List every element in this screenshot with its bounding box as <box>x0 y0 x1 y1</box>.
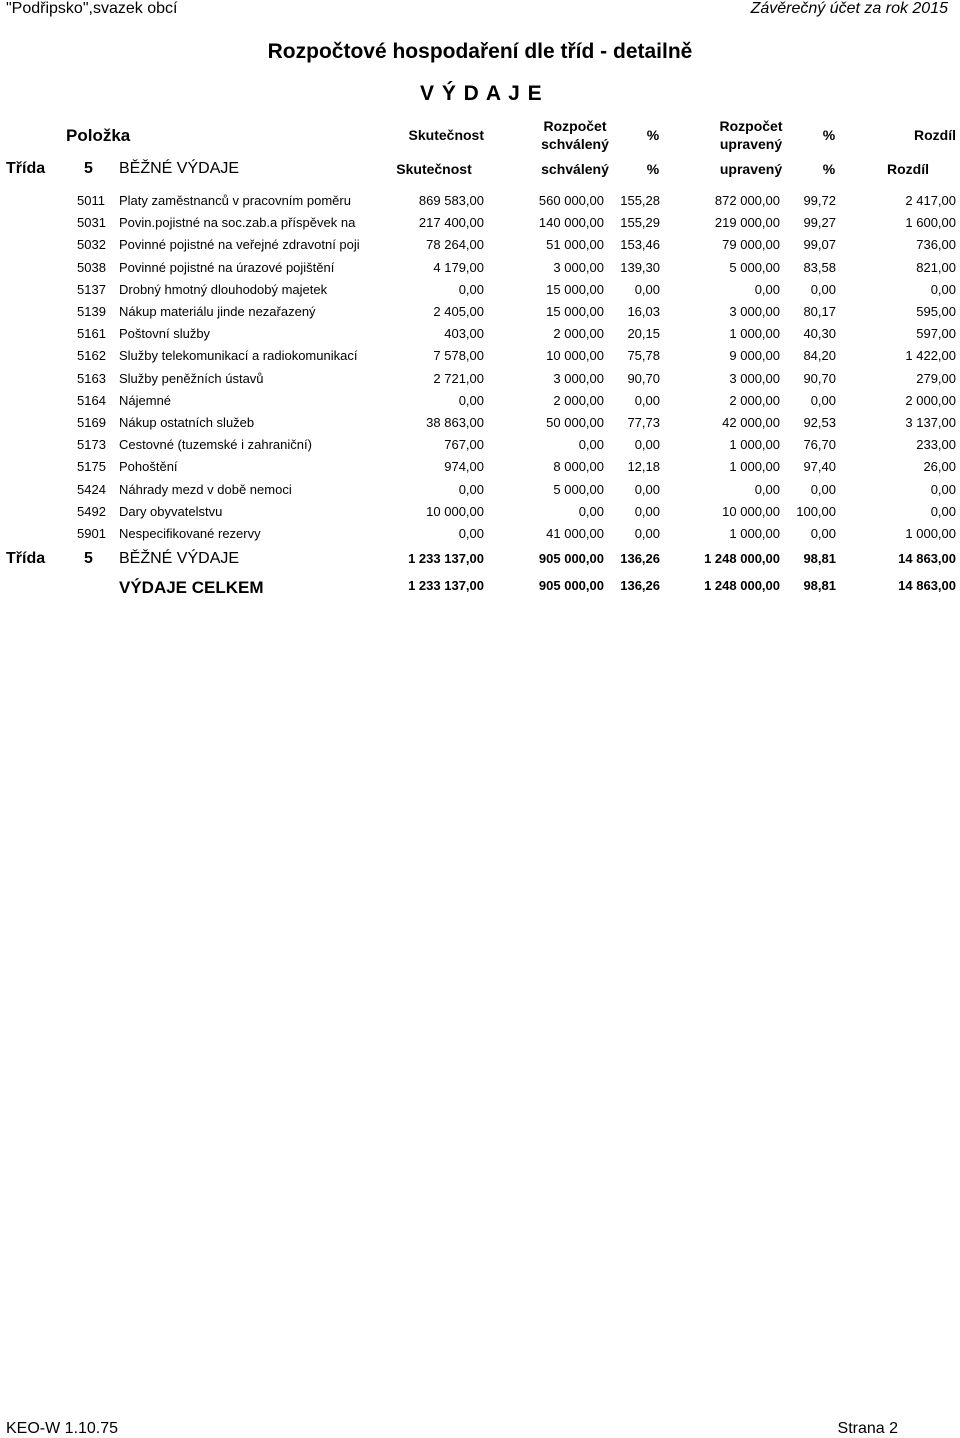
row-pct2: 100,00 <box>796 504 836 519</box>
row-schvaleny: 2 000,00 <box>553 393 604 408</box>
row-code: 5901 <box>77 526 106 541</box>
row-upraveny: 1 000,00 <box>729 437 780 452</box>
row-name: Dary obyvatelstvu <box>119 504 223 519</box>
class-header-skutecnost: Skutečnost <box>396 161 472 177</box>
row-rozdil: 1 000,00 <box>905 526 956 541</box>
column-header-pct2: % <box>822 127 836 143</box>
row-skutecnost: 0,00 <box>458 282 484 297</box>
row-pct2: 90,70 <box>803 371 836 386</box>
page-subtitle: V Ý D A J E <box>420 82 543 105</box>
grand-total-pct2: 98,81 <box>803 578 836 593</box>
row-pct1: 90,70 <box>627 371 660 386</box>
row-pct2: 99,27 <box>803 215 836 230</box>
class-total-label: Třída <box>6 550 46 567</box>
column-header-pct1: % <box>646 127 660 143</box>
row-pct2: 40,30 <box>803 326 836 341</box>
row-name: Nájemné <box>119 393 172 408</box>
row-pct1: 0,00 <box>634 393 660 408</box>
row-upraveny: 1 000,00 <box>729 459 780 474</box>
grand-total-schvaleny: 905 000,00 <box>538 578 604 593</box>
class-header-pct2: % <box>822 161 836 177</box>
row-rozdil: 233,00 <box>916 437 956 452</box>
row-schvaleny: 3 000,00 <box>553 371 604 386</box>
row-schvaleny: 5 000,00 <box>553 482 604 497</box>
row-schvaleny: 41 000,00 <box>546 526 604 541</box>
class-total-number: 5 <box>84 550 93 567</box>
row-skutecnost: 0,00 <box>458 526 484 541</box>
row-name: Nákup materiálu jinde nezařazený <box>119 304 316 319</box>
row-pct1: 155,29 <box>620 215 660 230</box>
row-pct2: 97,40 <box>803 459 836 474</box>
row-rozdil: 3 137,00 <box>905 415 956 430</box>
row-code: 5162 <box>77 348 106 363</box>
column-header-upraveny-line1: Rozpočet <box>719 118 783 134</box>
grand-total-label: VÝDAJE CELKEM <box>119 578 264 597</box>
row-code: 5175 <box>77 459 106 474</box>
row-upraveny: 219 000,00 <box>714 215 780 230</box>
footer-page-number: Strana 2 <box>837 1420 898 1437</box>
row-skutecnost: 2 405,00 <box>433 304 484 319</box>
row-code: 5173 <box>77 437 106 452</box>
row-code: 5169 <box>77 415 106 430</box>
row-pct1: 0,00 <box>634 482 660 497</box>
row-name: Cestovné (tuzemské i zahraniční) <box>119 437 312 452</box>
row-pct2: 83,58 <box>803 260 836 275</box>
row-name: Nákup ostatních služeb <box>119 415 255 430</box>
row-schvaleny: 0,00 <box>578 504 604 519</box>
row-rozdil: 597,00 <box>916 326 956 341</box>
grand-total-upraveny: 1 248 000,00 <box>704 578 780 593</box>
row-code: 5161 <box>77 326 106 341</box>
row-rozdil: 821,00 <box>916 260 956 275</box>
grand-total-skutecnost: 1 233 137,00 <box>408 578 484 593</box>
row-skutecnost: 2 721,00 <box>433 371 484 386</box>
row-rozdil: 0,00 <box>930 504 956 519</box>
organization-name: "Podřipsko",svazek obcí <box>6 0 178 17</box>
row-schvaleny: 140 000,00 <box>538 215 604 230</box>
row-rozdil: 279,00 <box>916 371 956 386</box>
row-name: Služby peněžních ústavů <box>119 371 264 386</box>
class-total-name: BĚŽNÉ VÝDAJE <box>119 550 240 567</box>
row-upraveny: 10 000,00 <box>722 504 780 519</box>
row-name: Služby telekomunikací a radiokomunikací <box>119 348 358 363</box>
class-number: 5 <box>84 160 93 177</box>
row-skutecnost: 38 863,00 <box>426 415 484 430</box>
row-skutecnost: 4 179,00 <box>433 260 484 275</box>
row-upraveny: 0,00 <box>754 282 780 297</box>
row-schvaleny: 15 000,00 <box>546 304 604 319</box>
row-upraveny: 1 000,00 <box>729 326 780 341</box>
row-pct1: 139,30 <box>620 260 660 275</box>
row-code: 5032 <box>77 237 106 252</box>
row-rozdil: 595,00 <box>916 304 956 319</box>
report-name: Závěrečný účet za rok 2015 <box>750 0 948 17</box>
row-upraveny: 872 000,00 <box>714 193 780 208</box>
row-pct1: 75,78 <box>627 348 660 363</box>
row-pct2: 0,00 <box>810 282 836 297</box>
row-rozdil: 1 600,00 <box>905 215 956 230</box>
row-name: Náhrady mezd v době nemoci <box>119 482 292 497</box>
row-code: 5031 <box>77 215 106 230</box>
row-pct1: 16,03 <box>627 304 660 319</box>
row-pct1: 20,15 <box>627 326 660 341</box>
row-pct2: 84,20 <box>803 348 836 363</box>
row-code: 5492 <box>77 504 106 519</box>
row-skutecnost: 869 583,00 <box>418 193 484 208</box>
grand-total-rozdil: 14 863,00 <box>898 578 956 593</box>
row-code: 5038 <box>77 260 106 275</box>
row-schvaleny: 8 000,00 <box>553 459 604 474</box>
row-rozdil: 0,00 <box>930 282 956 297</box>
footer-version: KEO-W 1.10.75 <box>6 1420 119 1437</box>
row-schvaleny: 10 000,00 <box>546 348 604 363</box>
row-schvaleny: 0,00 <box>578 437 604 452</box>
row-code: 5011 <box>77 193 105 208</box>
row-pct2: 99,07 <box>803 237 836 252</box>
row-code: 5424 <box>77 482 106 497</box>
row-upraveny: 0,00 <box>754 482 780 497</box>
row-skutecnost: 767,00 <box>444 437 484 452</box>
column-header-schvaleny-line2: schválený <box>541 136 609 152</box>
row-upraveny: 2 000,00 <box>729 393 780 408</box>
class-label: Třída <box>6 160 46 177</box>
row-name: Povin.pojistné na soc.zab.a příspěvek na <box>119 215 356 230</box>
row-name: Nespecifikované rezervy <box>119 526 261 541</box>
column-header-upraveny-line2: upravený <box>719 136 783 152</box>
row-pct1: 0,00 <box>634 526 660 541</box>
row-schvaleny: 560 000,00 <box>538 193 604 208</box>
class-total-pct2: 98,81 <box>803 551 836 566</box>
column-header-skutecnost: Skutečnost <box>408 127 484 143</box>
column-header-polozka: Položka <box>66 126 131 145</box>
row-pct1: 0,00 <box>634 504 660 519</box>
row-schvaleny: 2 000,00 <box>553 326 604 341</box>
row-name: Poštovní služby <box>119 326 211 341</box>
row-upraveny: 9 000,00 <box>729 348 780 363</box>
row-code: 5139 <box>77 304 106 319</box>
row-pct2: 0,00 <box>810 526 836 541</box>
row-rozdil: 2 417,00 <box>905 193 956 208</box>
row-pct2: 99,72 <box>803 193 836 208</box>
row-name: Platy zaměstnanců v pracovním poměru <box>119 193 351 208</box>
row-upraveny: 3 000,00 <box>729 371 780 386</box>
row-rozdil: 736,00 <box>916 237 956 252</box>
row-pct2: 0,00 <box>810 482 836 497</box>
row-upraveny: 79 000,00 <box>722 237 780 252</box>
row-upraveny: 1 000,00 <box>729 526 780 541</box>
grand-total-pct1: 136,26 <box>620 578 660 593</box>
row-pct2: 76,70 <box>803 437 836 452</box>
row-schvaleny: 51 000,00 <box>546 237 604 252</box>
row-name: Povinné pojistné na úrazové pojištění <box>119 260 335 275</box>
row-name: Drobný hmotný dlouhodobý majetek <box>119 282 328 297</box>
row-rozdil: 0,00 <box>930 482 956 497</box>
row-name: Povinné pojistné na veřejné zdravotní poji <box>119 237 360 252</box>
row-code: 5163 <box>77 371 106 386</box>
class-total-upraveny: 1 248 000,00 <box>704 551 780 566</box>
class-header-upraveny: upravený <box>719 161 783 177</box>
class-header-rozdil: Rozdíl <box>887 161 929 177</box>
row-schvaleny: 50 000,00 <box>546 415 604 430</box>
row-pct2: 0,00 <box>810 393 836 408</box>
row-schvaleny: 15 000,00 <box>546 282 604 297</box>
row-code: 5137 <box>77 282 106 297</box>
row-skutecnost: 78 264,00 <box>426 237 484 252</box>
row-pct1: 155,28 <box>620 193 660 208</box>
row-rozdil: 2 000,00 <box>905 393 956 408</box>
row-upraveny: 5 000,00 <box>729 260 780 275</box>
row-pct1: 0,00 <box>634 282 660 297</box>
row-pct1: 12,18 <box>627 459 660 474</box>
row-rozdil: 1 422,00 <box>905 348 956 363</box>
class-total-schvaleny: 905 000,00 <box>538 551 604 566</box>
column-header-schvaleny-line1: Rozpočet <box>543 118 607 134</box>
row-pct1: 77,73 <box>627 415 660 430</box>
row-skutecnost: 974,00 <box>444 459 484 474</box>
row-schvaleny: 3 000,00 <box>553 260 604 275</box>
row-upraveny: 42 000,00 <box>722 415 780 430</box>
class-total-pct1: 136,26 <box>620 551 660 566</box>
row-upraveny: 3 000,00 <box>729 304 780 319</box>
row-code: 5164 <box>77 393 106 408</box>
row-skutecnost: 0,00 <box>458 482 484 497</box>
page-title: Rozpočtové hospodaření dle tříd - detailně <box>267 40 693 63</box>
row-rozdil: 26,00 <box>923 459 956 474</box>
class-total-rozdil: 14 863,00 <box>898 551 956 566</box>
column-header-rozdil: Rozdíl <box>914 127 956 143</box>
class-total-skutecnost: 1 233 137,00 <box>408 551 484 566</box>
row-skutecnost: 217 400,00 <box>418 215 484 230</box>
row-name: Pohoštění <box>119 459 178 474</box>
row-pct1: 153,46 <box>620 237 660 252</box>
row-skutecnost: 10 000,00 <box>426 504 484 519</box>
row-pct2: 92,53 <box>803 415 836 430</box>
row-skutecnost: 403,00 <box>444 326 484 341</box>
row-pct2: 80,17 <box>803 304 836 319</box>
row-pct1: 0,00 <box>634 437 660 452</box>
class-header-schvaleny: schválený <box>541 161 609 177</box>
class-header-pct1: % <box>646 161 660 177</box>
class-name: BĚŽNÉ VÝDAJE <box>119 160 240 177</box>
row-skutecnost: 7 578,00 <box>433 348 484 363</box>
row-skutecnost: 0,00 <box>458 393 484 408</box>
